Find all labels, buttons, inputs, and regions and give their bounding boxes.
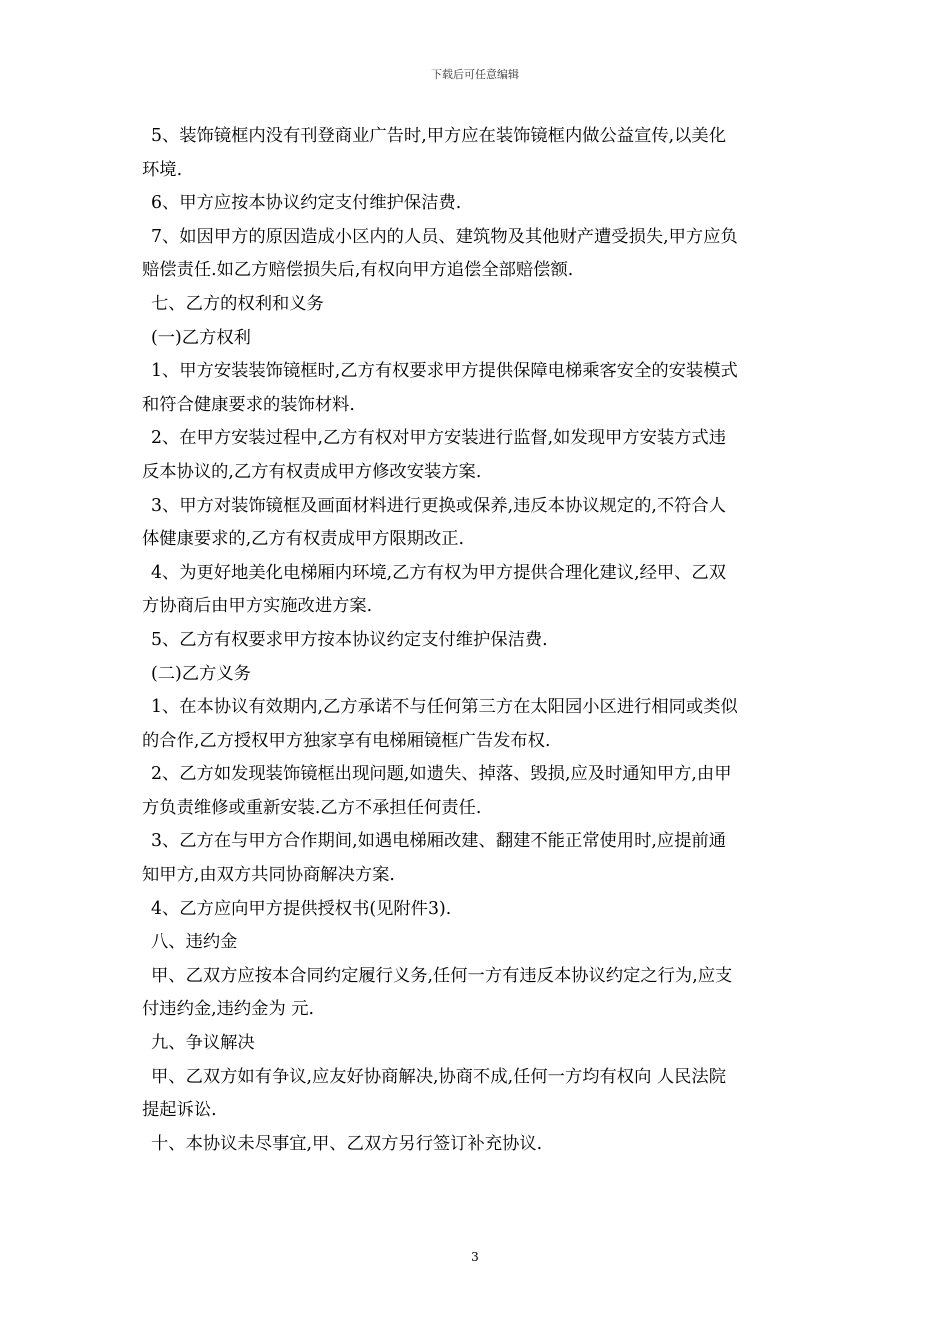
text-line: 甲、乙双方应按本合同约定履行义务,任何一方有违反本协议约定之行为,应支 xyxy=(151,965,733,986)
text-line: 赔偿责任.如乙方赔偿损失后,有权向甲方追偿全部赔偿额. xyxy=(142,260,574,281)
page-number: 3 xyxy=(471,1250,479,1264)
text-line: 6、甲方应按本协议约定支付维护保洁费. xyxy=(151,193,462,214)
page-header: 下载后可任意编辑 xyxy=(431,68,519,81)
text-line: 反本协议的,乙方有权责成甲方修改安装方案. xyxy=(142,461,482,482)
text-line: 八、违约金 xyxy=(151,932,238,953)
text-line: 方协商后由甲方实施改进方案. xyxy=(142,596,373,617)
text-line: 十、本协议未尽事宜,甲、乙双方另行签订补充协议. xyxy=(151,1133,543,1154)
text-line: 7、如因甲方的原因造成小区内的人员、建筑物及其他财产遭受损失,甲方应负 xyxy=(151,226,738,247)
text-line: 和符合健康要求的装饰材料. xyxy=(142,394,355,415)
text-line: (二)乙方义务 xyxy=(151,663,251,684)
text-line: (一)乙方权利 xyxy=(151,327,251,348)
text-line: 九、争议解决 xyxy=(151,1033,255,1054)
text-line: 知甲方,由双方共同协商解决方案. xyxy=(142,865,395,886)
text-line: 5、乙方有权要求甲方按本协议约定支付维护保洁费. xyxy=(151,629,548,650)
text-line: 七、乙方的权利和义务 xyxy=(151,293,324,314)
text-line: 3、甲方对装饰镜框及画面材料进行更换或保养,违反本协议规定的,不符合人 xyxy=(151,495,726,516)
text-line: 甲、乙双方如有争议,应友好协商解决,协商不成,任何一方均有权向 人民法院 xyxy=(151,1066,726,1087)
text-line: 的合作,乙方授权甲方独家享有电梯厢镜框广告发布权. xyxy=(142,730,551,751)
text-line: 5、装饰镜框内没有刊登商业广告时,甲方应在装饰镜框内做公益宣传,以美化 xyxy=(151,126,726,146)
text-line: 4、为更好地美化电梯厢内环境,乙方有权为甲方提供合理化建议,经甲、乙双 xyxy=(151,562,726,583)
text-line: 2、在甲方安装过程中,乙方有权对甲方安装进行监督,如发现甲方安装方式违 xyxy=(151,428,726,449)
text-line: 体健康要求的,乙方有权责成甲方限期改正. xyxy=(142,529,465,550)
text-line: 1、在本协议有效期内,乙方承诺不与任何第三方在太阳园小区进行相同或类似 xyxy=(151,697,738,718)
text-line: 提起诉讼. xyxy=(142,1100,217,1121)
text-line: 3、乙方在与甲方合作期间,如遇电梯厢改建、翻建不能正常使用时,应提前通 xyxy=(151,831,726,852)
text-line: 付违约金,违约金为 元. xyxy=(142,999,315,1020)
text-line: 4、乙方应向甲方提供授权书(见附件3). xyxy=(151,898,452,919)
text-line: 环境. xyxy=(142,159,183,180)
document-body xyxy=(142,120,810,1161)
text-line: 方负责维修或重新安装.乙方不承担任何责任. xyxy=(142,797,482,818)
text-line: 2、乙方如发现装饰镜框出现问题,如遗失、掉落、毁损,应及时通知甲方,由甲 xyxy=(151,764,732,785)
text-line: 1、甲方安装装饰镜框时,乙方有权要求甲方提供保障电梯乘客安全的安装模式 xyxy=(151,361,738,382)
